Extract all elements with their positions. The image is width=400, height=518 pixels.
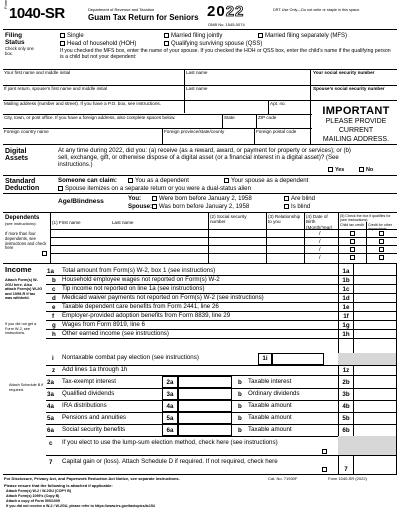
- lump-sum-checkbox[interactable]: [322, 449, 327, 454]
- line-7-number: 7: [49, 459, 53, 466]
- schedule-b-note: Attach Schedule B if required.: [9, 383, 44, 392]
- first-name-label: Your first name and middle initial: [4, 70, 71, 75]
- income-line-box-label: 1d: [342, 294, 350, 302]
- pair-right-text: Taxable interest: [248, 378, 292, 385]
- ctc-checkbox[interactable]: [350, 231, 355, 236]
- ssn-label: Your social security number: [313, 70, 375, 75]
- you-blind-label: Are blind: [291, 195, 316, 202]
- someone-can-claim-label: Someone can claim:: [58, 177, 117, 184]
- divider: [304, 213, 305, 263]
- divider: [3, 193, 397, 194]
- income-line-number: f: [52, 312, 55, 320]
- divider: [222, 114, 223, 128]
- pair-left-amount-box[interactable]: [178, 388, 232, 400]
- filing-status-note: Check only one box.: [5, 46, 34, 56]
- line-7-text: Capital gain or (loss). Attach Schedule D if required. If not required, check here: [62, 458, 278, 465]
- divider: [254, 128, 255, 144]
- income-line-number: g: [52, 321, 56, 329]
- income-line-text: Tip income not reported on line 1a (see instructions): [62, 284, 205, 292]
- income-line-text: Medicaid waiver payments not reported on Form(s) W-2 (see instructions): [62, 293, 264, 301]
- income-line-text: Add lines 1a through 1h: [62, 366, 128, 373]
- attach-item-3: Attach a copy of Form 500/1009: [6, 499, 60, 503]
- income-line-text: Other earned income (see instructions): [62, 329, 169, 337]
- digital-assets-question: At any time during 2022, did you: (a) receive (as a reward, award, or payment for property or services); or (b) sell, exchange, gift, or otherwise dispose of a digital asset (or a financial interest in a digital asset)? (See instructions.): [58, 147, 351, 169]
- divider: [50, 253, 397, 254]
- status-qss[interactable]: [164, 41, 262, 48]
- line-6c-shade: [338, 436, 396, 455]
- mfj-label: Married filing jointly: [171, 33, 223, 39]
- single-label: Single: [67, 33, 84, 39]
- standard-deduction-heading: Standard Deduction: [5, 178, 40, 193]
- irs-use-note: DRT Use Only—Do not write or staple in this space.: [273, 8, 361, 12]
- age-blindness-heading: Age/Blindness: [58, 198, 104, 205]
- you-dependent-label: You as a dependent: [135, 177, 189, 184]
- odc-checkbox[interactable]: [379, 239, 384, 244]
- pair-right-box-label: 3b: [342, 391, 350, 398]
- dependent-relationship-col: (3) Relationship to you: [268, 214, 301, 225]
- department-name: Department of Revenue and Taxation: [88, 7, 155, 12]
- filing-status-instruction: If you checked the MFS box, enter the name of your spouse. If you checked the HOH or QSS box, enter the child’s name if the qualifying person is a child but not your dependent:: [60, 48, 391, 60]
- divider: [46, 338, 397, 339]
- pair-line-number: 4a: [47, 403, 54, 410]
- pair-left-box-label: 6a: [166, 427, 174, 434]
- catalog-number: Cat. No. 71930F: [268, 476, 298, 481]
- pair-right-letter: b: [238, 379, 242, 386]
- qss-label: Qualifying surviving spouse (QSS): [171, 41, 263, 47]
- income-line-number: d: [52, 294, 56, 302]
- spouse-ssn-label: Spouse’s social security number: [313, 86, 385, 91]
- line-7-box-label: 7: [344, 466, 348, 473]
- form-header: [3, 0, 397, 30]
- attach-item-2: Attach Form(s) 1099’s (Copy B): [6, 494, 60, 498]
- dependents-side-note: If more than four dependents, see instructions and check here: [5, 231, 47, 251]
- status-hoh[interactable]: [60, 41, 136, 48]
- pair-left-text: Qualified dividends: [62, 390, 115, 397]
- spouse-first-name-label: If joint return, spouse’s first name and middle initial: [4, 86, 108, 91]
- age-you-label: You:: [128, 195, 142, 202]
- ctc-checkbox[interactable]: [350, 247, 355, 252]
- status-mfs[interactable]: [258, 33, 347, 40]
- important-note: [316, 118, 396, 144]
- more-dependents-checkbox[interactable]: [42, 251, 47, 256]
- pair-right-text: Taxable amount: [248, 414, 292, 421]
- year-suffix: 22: [225, 3, 245, 20]
- pair-left-num-box[interactable]: [162, 400, 178, 412]
- pair-right-letter: b: [238, 391, 242, 398]
- pair-right-box-label: 5b: [342, 415, 350, 422]
- pair-left-box-label: 5a: [166, 415, 174, 422]
- income-line-number: c: [52, 285, 56, 293]
- form-word: Form: [3, 0, 8, 9]
- pair-right-letter: b: [238, 427, 242, 434]
- you-dependent-checkbox[interactable]: [128, 178, 133, 183]
- mfs-label: Married filing separately (MFS): [265, 33, 348, 39]
- spouse-born-label: Was born before January 2, 1958: [159, 203, 250, 210]
- claim-you-dependent[interactable]: [128, 177, 189, 184]
- home-address-label: Mailing address (number and street). If you have a P.O. box, see instructions.: [4, 101, 161, 106]
- pair-left-text: Social security benefits: [62, 426, 126, 433]
- income-line-box-label: 1z: [342, 367, 350, 374]
- income-heading: Income: [5, 265, 32, 274]
- dependent-qualifies-col: (5) Check the box if qualifies for (see instructions):: [340, 214, 391, 223]
- pair-right-box-label: 4b: [342, 403, 350, 410]
- dependents-heading: Dependents: [5, 215, 40, 221]
- form-number: 1040-SR: [9, 5, 65, 22]
- pair-right-box-label: 6b: [342, 427, 350, 434]
- pair-left-num-box[interactable]: [162, 424, 178, 436]
- divider: [50, 213, 51, 263]
- line-6c-number: c: [49, 440, 53, 447]
- income-line-box-label: 1c: [342, 285, 350, 293]
- spouse-dependent-checkbox[interactable]: [224, 178, 229, 183]
- spouse-born-before[interactable]: [152, 203, 249, 210]
- income-line-box-label: 1a: [342, 267, 350, 275]
- pair-left-amount-box[interactable]: [178, 424, 232, 436]
- omb-number: OMB No. 1545-0074: [208, 22, 245, 27]
- income-line-box-label: 1f: [343, 312, 349, 320]
- divider: [310, 100, 311, 144]
- pair-right-letter: b: [238, 415, 242, 422]
- pair-right-letter: b: [238, 403, 242, 410]
- divider: [208, 213, 209, 263]
- mfs-checkbox[interactable]: [258, 33, 263, 38]
- pair-left-box-label: 3a: [166, 391, 174, 398]
- pair-right-text: Ordinary dividends: [248, 390, 300, 397]
- state-label: State: [224, 115, 235, 120]
- pair-line-number: 2a: [47, 379, 54, 386]
- child-tax-credit-col: Child tax credit: [340, 223, 364, 227]
- yes-label: Yes: [335, 167, 345, 173]
- spouse-dependent-label: Your spouse as a dependent: [231, 177, 309, 184]
- apt-label: Apt. no.: [270, 101, 286, 106]
- income-line-text: Household employee wages not reported on Form(s) W-2: [62, 275, 220, 283]
- pair-left-text: Pensions and annuities: [62, 414, 126, 421]
- odc-checkbox[interactable]: [379, 255, 384, 260]
- spouse-itemizes-label: Spouse itemizes on a separate return or you were a dual-status alien: [65, 185, 251, 192]
- pair-left-amount-box[interactable]: [178, 400, 232, 412]
- foreign-country-label: Foreign country name: [4, 129, 49, 134]
- pair-left-text: Tax-exempt interest: [62, 378, 116, 385]
- line-1i-shade: [338, 353, 396, 365]
- pair-left-amount-box[interactable]: [178, 412, 232, 424]
- odc-checkbox[interactable]: [379, 247, 384, 252]
- dependents-see-instructions: (see instructions):: [5, 221, 37, 226]
- income-line-text: Total amount from Form(s) W-2, box 1 (see instructions): [62, 266, 216, 274]
- attach-heading: Please ensure that the following is attached if applicable:: [4, 483, 113, 488]
- you-born-before[interactable]: [152, 195, 252, 202]
- income-line-box-label: 1b: [342, 276, 350, 284]
- single-checkbox[interactable]: [60, 33, 65, 38]
- dependent-dob-col: (4) Date of Birth (Month/Year): [306, 214, 333, 230]
- important-line3: MAILING ADDRESS.: [322, 135, 390, 143]
- dependent-first-name-col: (1) First name: [52, 220, 81, 225]
- pair-left-box-label: 4a: [166, 403, 174, 410]
- income-line-number: e: [52, 303, 56, 311]
- age-spouse-label: Spouse:: [128, 203, 153, 210]
- ctc-checkbox[interactable]: [350, 239, 355, 244]
- digital-assets-heading: Digital Assets: [5, 148, 28, 163]
- spouse-itemizes[interactable]: [58, 185, 251, 192]
- divider: [396, 264, 397, 474]
- line-1i-amount[interactable]: [272, 353, 324, 365]
- important-title: IMPORTANT: [322, 105, 390, 117]
- income-w2-note: If you did not get a Form W-2, see instructions.: [5, 322, 37, 336]
- income-line-text: Employer-provided adoption benefits from Form 8839, line 29: [62, 311, 231, 319]
- divider: [184, 69, 185, 113]
- income-line-text: Wages from Form 8919, line 6: [62, 320, 145, 328]
- mfj-checkbox[interactable]: [164, 33, 169, 38]
- claim-spouse-dependent[interactable]: [224, 177, 308, 184]
- divider: [338, 213, 339, 263]
- spouse-born-checkbox[interactable]: [152, 204, 157, 209]
- divider: [3, 474, 397, 475]
- dependent-ssn-col: (2) Social security number: [210, 214, 247, 225]
- income-line-number: z: [52, 367, 56, 374]
- capital-gain-checkbox[interactable]: [322, 467, 327, 472]
- dob-slash: /: [319, 247, 321, 253]
- foreign-postal-label: Foreign postal code: [256, 129, 297, 134]
- important-line1: PLEASE PROVIDE: [325, 118, 387, 125]
- important-line2: CURRENT: [338, 126, 374, 134]
- pair-left-box-label: 2a: [166, 379, 174, 386]
- other-dependents-credit-col: Credit for other dependents: [368, 223, 392, 232]
- pair-left-amount-box[interactable]: [178, 376, 232, 388]
- dependent-last-name-col: Last name: [112, 220, 134, 225]
- line-6c-text: If you elect to use the lump-sum election method, check here (see instructions): [62, 439, 278, 446]
- line-1i-label: 1i: [262, 355, 268, 362]
- divider: [50, 237, 397, 238]
- income-line-number: b: [52, 276, 56, 284]
- you-blind-checkbox[interactable]: [284, 196, 289, 201]
- income-line-box-label: 1h: [342, 330, 350, 338]
- status-single[interactable]: [60, 33, 84, 40]
- filing-status-heading: Filing Status: [5, 32, 25, 47]
- city-label: City, town, or post office. If you have a foreign address, also complete spaces below.: [4, 115, 176, 120]
- pair-right-box-label: 2b: [342, 379, 350, 386]
- divider: [46, 455, 397, 456]
- income-line-number: 1a: [47, 267, 54, 275]
- spouse-itemizes-checkbox[interactable]: [58, 186, 63, 191]
- pair-line-number: 6a: [47, 427, 54, 434]
- digital-assets-yes[interactable]: [328, 167, 344, 173]
- divider: [50, 245, 397, 246]
- you-born-checkbox[interactable]: [152, 196, 157, 201]
- qss-checkbox[interactable]: [164, 41, 169, 46]
- foreign-province-label: Foreign province/state/county: [164, 129, 225, 134]
- income-line-box-label: 1e: [342, 303, 350, 311]
- pair-left-num-box[interactable]: [162, 388, 178, 400]
- spouse-blind[interactable]: [284, 203, 310, 210]
- income-line-text: Taxable dependent care benefits from Form 2441, line 26: [62, 302, 219, 310]
- digital-assets-no[interactable]: [359, 167, 373, 173]
- income-attach-note: Attach Form(s) W-2GU here. Also attach Form(s) W-2G and 1099-R if tax was withheld.: [5, 278, 43, 301]
- divider: [162, 128, 163, 144]
- attach-item-1: Attach Form(s) W-2 / W-2GU (COPY B): [6, 489, 72, 493]
- pair-right-text: Taxable amount: [248, 402, 292, 409]
- pair-left-num-box[interactable]: [162, 412, 178, 424]
- form-reference: Form 1040-SR (2022): [328, 476, 367, 481]
- you-blind[interactable]: [284, 195, 315, 202]
- year-prefix: 20: [207, 3, 226, 20]
- dob-slash: /: [319, 231, 321, 237]
- pair-line-number: 3a: [47, 391, 54, 398]
- last-name-label: Last name: [186, 70, 208, 75]
- line-1i-text: Nontaxable combat pay election (see instructions): [62, 354, 199, 361]
- you-born-label: Were born before January 2, 1958: [159, 195, 252, 202]
- divider: [3, 175, 397, 176]
- dob-slash: /: [319, 255, 321, 261]
- divider: [50, 229, 397, 230]
- spouse-last-name-label: Last name: [186, 86, 208, 91]
- ctc-checkbox[interactable]: [350, 255, 355, 260]
- status-mfj[interactable]: [164, 33, 222, 40]
- spouse-blind-label: Is blind: [291, 203, 311, 210]
- privacy-notice: For Disclosure, Privacy Act, and Paperwork Reduction Act Notice, see separate instructions.: [4, 476, 180, 481]
- attach-item-4: If you did not receive a W-2 / W-2GU, please refer to https://www.irs.gov/taxtopics/tc154: [6, 504, 155, 508]
- income-line-box-label: 1g: [342, 321, 350, 329]
- pair-left-num-box[interactable]: [162, 376, 178, 388]
- zip-label: ZIP code: [258, 115, 277, 120]
- pair-line-number: 5a: [47, 415, 54, 422]
- hoh-checkbox[interactable]: [60, 41, 65, 46]
- no-label: No: [366, 167, 374, 173]
- divider: [256, 114, 257, 128]
- pair-left-text: IRA distributions: [62, 402, 107, 409]
- spouse-blind-checkbox[interactable]: [284, 204, 289, 209]
- dob-slash: /: [319, 239, 321, 245]
- divider: [268, 100, 269, 114]
- hoh-label: Head of household (HOH): [67, 41, 137, 47]
- divider: [266, 213, 267, 263]
- form-title: Guam Tax Return for Seniors: [88, 13, 199, 22]
- no-checkbox[interactable]: [359, 167, 364, 172]
- odc-checkbox[interactable]: [379, 231, 384, 236]
- income-line-number: h: [52, 330, 56, 338]
- tax-year: [207, 3, 244, 20]
- line-1i-number: i: [52, 355, 54, 362]
- yes-checkbox[interactable]: [328, 167, 333, 172]
- pair-right-text: Taxable amount: [248, 426, 292, 433]
